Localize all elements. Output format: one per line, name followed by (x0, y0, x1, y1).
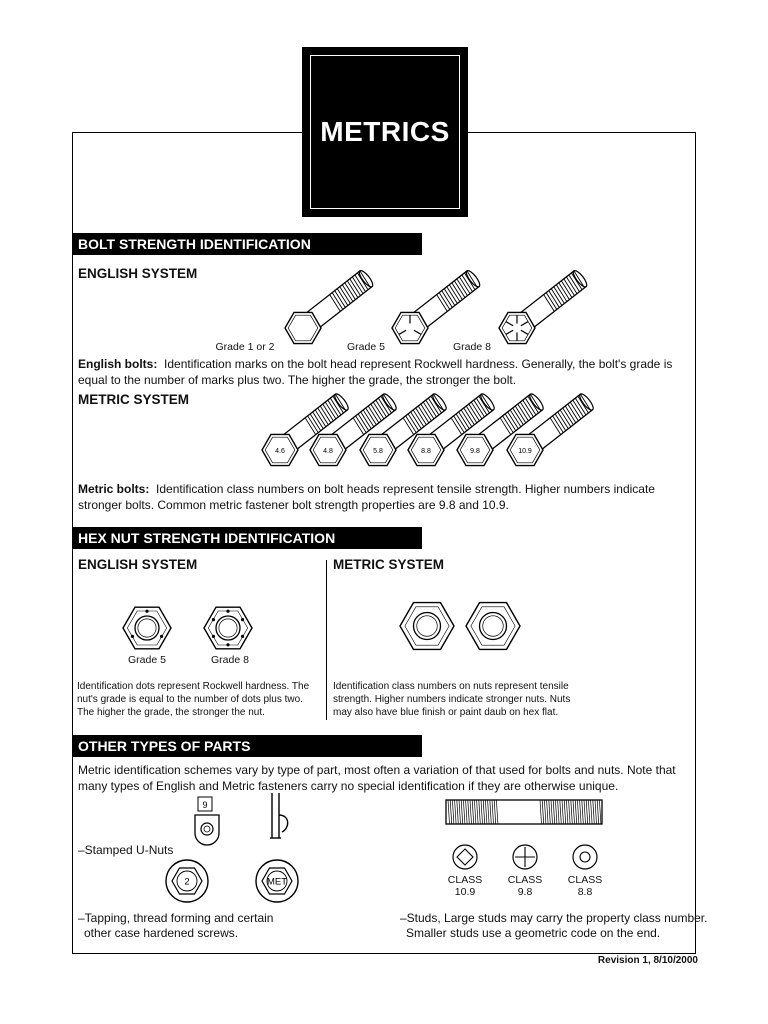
u-nut-icon (195, 797, 219, 845)
nut-grade-5-label: Grade 5 (128, 654, 166, 666)
nut-grade-5 (123, 607, 171, 649)
grade-1-2-label: Grade 1 or 2 (215, 341, 275, 353)
page-title: METRICS (320, 116, 450, 147)
nut-metric-heading: METRIC SYSTEM (333, 557, 445, 572)
metric-bolt-5-label: 10.9 (518, 448, 532, 455)
nut-grade-8 (204, 607, 252, 649)
stud-class-9-8-value: 9.8 (517, 886, 533, 898)
other-section-bar: OTHER TYPES OF PARTS (72, 735, 422, 757)
stud-label-2: Smaller studs use a geometric code on the end. (406, 926, 661, 940)
stud-label-1: –Studs, Large studs may carry the property class number. (400, 911, 708, 925)
stud-class-9-8 (505, 874, 545, 898)
bolt-grade-1-2 (285, 269, 375, 344)
nut-column-divider (326, 560, 327, 720)
u-nut-side-icon (270, 793, 288, 838)
metric-nut-2 (466, 603, 520, 650)
metric-bolts-note (78, 482, 686, 513)
unut-label: –Stamped U-Nuts (78, 843, 174, 857)
nut-english-heading: ENGLISH SYSTEM (78, 557, 198, 572)
bolt-grade-8 (499, 269, 589, 344)
english-bolts-note-text: Identification marks on the bolt head represent Rockwell hardness. Generally, the bolt's grade is equal to the number of marks plus two. The higher the grade, the stronger the bolt. (78, 357, 673, 387)
nut-english-note: Identification dots represent Rockwell hardness. The nut's grade is equal to the number of dots plus two. The higher the grade, the stronger the nut. (77, 681, 310, 718)
nut-grade-8-label: Grade 8 (211, 654, 249, 666)
screw-head-2 (166, 860, 208, 902)
stud-class-8-8-value: 8.8 (577, 886, 593, 898)
nut-metric-note: Identification class numbers on nuts represent tensile strength. Higher numbers indicate stronger nuts. Nuts may also have blue finish or paint daub on hex flat. (333, 681, 571, 718)
stud-class-8-8-word: CLASS (567, 874, 603, 886)
metric-bolts-note-lead: Metric bolts: (78, 482, 150, 496)
screw-head-2-mark: 2 (184, 876, 190, 888)
bolt-grade-5 (392, 269, 482, 344)
stud-class-10-9-value: 10.9 (454, 886, 476, 898)
stud-icon (446, 800, 602, 824)
screw-label-1: –Tapping, thread forming and certain (78, 911, 274, 925)
metric-nut-1 (400, 603, 454, 650)
bolt-english-heading: ENGLISH SYSTEM (78, 266, 198, 281)
english-bolts-note (78, 357, 678, 388)
nut-section-bar: HEX NUT STRENGTH IDENTIFICATION (72, 527, 422, 549)
u-nut-mark: 9 (202, 800, 208, 810)
stud-class-10-9-word: CLASS (447, 874, 483, 886)
metric-bolt-4-label: 9.8 (470, 448, 480, 455)
english-bolts-note-lead: English bolts: (78, 357, 158, 371)
metric-bolt-0-label: 4.6 (275, 448, 285, 455)
metric-bolts-note-text: Identification class numbers on bolt heads represent tensile strength. Higher numbers indicate stronger bolts. Common metric fastener bolt strength properties are 9.8 and 10.9. (78, 482, 655, 512)
grade-8-label: Grade 8 (453, 341, 491, 353)
stud-class-9-8-word: CLASS (507, 874, 543, 886)
grade-5-label: Grade 5 (347, 341, 385, 353)
screw-label-2: other case hardened screws. (84, 926, 239, 940)
screw-head-met (256, 860, 298, 902)
metric-bolt-3-label: 8.8 (421, 448, 431, 455)
stud-code-cross-icon (513, 845, 537, 869)
stud-code-circle-icon (573, 845, 597, 869)
bolt-metric-heading: METRIC SYSTEM (78, 392, 190, 407)
stud-code-diamond-icon (453, 845, 477, 869)
stud-class-10-9 (445, 874, 485, 898)
revision-note: Revision 1, 8/10/2000 (597, 955, 698, 966)
stud-class-8-8 (565, 874, 605, 898)
metric-bolt-1-label: 4.8 (323, 448, 333, 455)
bolt-section-bar: BOLT STRENGTH IDENTIFICATION (72, 233, 422, 255)
other-intro: Metric identification schemes vary by type of part, most often a variation of that used for bolts and nuts. Note that many types of English and Metric fasteners carry no special identification if they are otherwise unique. (78, 763, 676, 793)
metric-bolt-2-label: 5.8 (373, 448, 383, 455)
screw-head-met-mark: MET (266, 876, 288, 888)
